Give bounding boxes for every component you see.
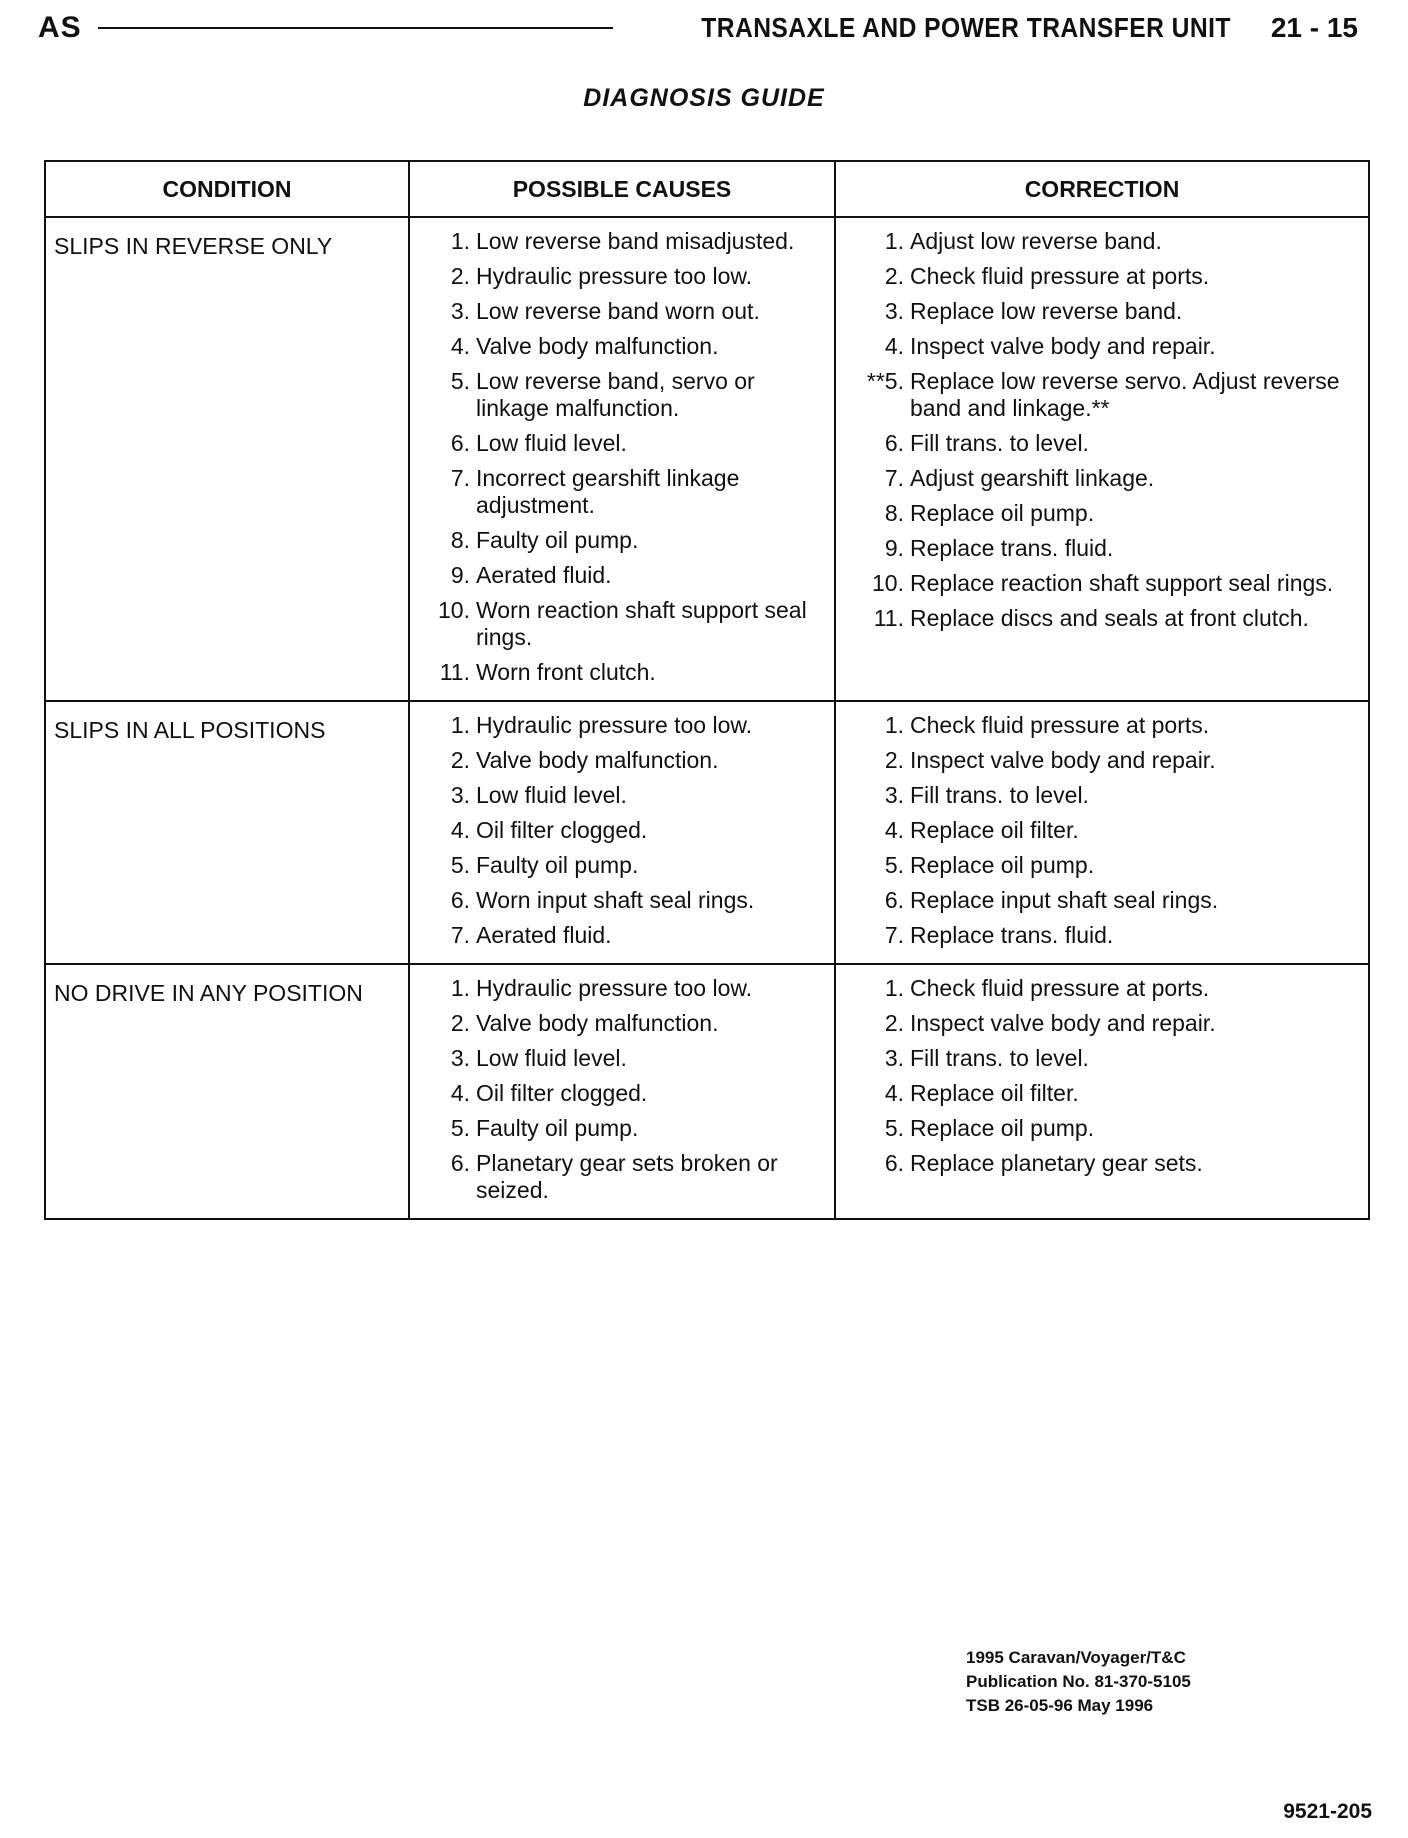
cause-text: Hydraulic pressure too low. xyxy=(476,975,753,1001)
correction-number: 3. xyxy=(884,782,904,808)
correction-text: Replace oil pump. xyxy=(910,1115,1095,1141)
cause-number: 2. xyxy=(450,747,470,773)
footer-line: Publication No. 81-370-5105 xyxy=(966,1672,1191,1691)
cause-item xyxy=(420,1150,824,1204)
cause-number: 4. xyxy=(450,1080,470,1106)
cause-text: Hydraulic pressure too low. xyxy=(476,712,753,738)
correction-item xyxy=(846,1080,1358,1107)
correction-item xyxy=(846,1045,1358,1072)
cause-item xyxy=(420,263,824,290)
document-number: 9521-205 xyxy=(1283,1800,1372,1823)
cause-cell xyxy=(409,964,835,1219)
guide-title: DIAGNOSIS GUIDE xyxy=(583,84,825,112)
cause-number: 6. xyxy=(450,430,470,456)
cause-number: 4. xyxy=(450,333,470,359)
correction-item xyxy=(846,887,1358,914)
correction-number: 5. xyxy=(884,1115,904,1141)
cause-item xyxy=(420,597,824,651)
cause-number: 10. xyxy=(438,597,470,623)
cause-number: 7. xyxy=(450,465,470,491)
correction-item xyxy=(846,535,1358,562)
cause-text: Hydraulic pressure too low. xyxy=(476,263,753,289)
table-row xyxy=(45,701,1369,964)
correction-text: Replace trans. fluid. xyxy=(910,922,1114,948)
correction-number: 1. xyxy=(884,975,904,1001)
footer-line: 1995 Caravan/Voyager/T&C xyxy=(966,1648,1186,1667)
cause-item xyxy=(420,430,824,457)
cause-number: 3. xyxy=(450,1045,470,1071)
cause-number: 9. xyxy=(450,562,470,588)
correction-item xyxy=(846,1150,1358,1177)
correction-number: 7. xyxy=(884,465,904,491)
footer-line: TSB 26-05-96 May 1996 xyxy=(966,1696,1154,1715)
cause-item xyxy=(420,1045,824,1072)
cause-text: Aerated fluid. xyxy=(476,922,612,948)
column-header-correction: CORRECTION xyxy=(835,161,1369,217)
diagnosis-table xyxy=(44,160,1370,1220)
cause-item xyxy=(420,562,824,589)
correction-text: Adjust low reverse band. xyxy=(910,228,1162,254)
correction-cell xyxy=(835,217,1369,701)
cause-number: 1. xyxy=(450,975,470,1001)
cause-item xyxy=(420,527,824,554)
cause-item xyxy=(420,817,824,844)
correction-item xyxy=(846,747,1358,774)
correction-item xyxy=(846,430,1358,457)
correction-item xyxy=(846,1115,1358,1142)
correction-number: 8. xyxy=(884,500,904,526)
cause-item xyxy=(420,659,824,686)
cause-item xyxy=(420,922,824,949)
cause-item xyxy=(420,228,824,255)
correction-text: Check fluid pressure at ports. xyxy=(910,263,1210,289)
cause-number: 11. xyxy=(439,659,470,685)
cause-number: 6. xyxy=(450,887,470,913)
correction-number: 4. xyxy=(884,817,904,843)
correction-text: Replace oil filter. xyxy=(910,817,1079,843)
correction-number: 6. xyxy=(884,887,904,913)
correction-number: 3. xyxy=(884,1045,904,1071)
correction-text: Replace oil pump. xyxy=(910,852,1095,878)
cause-cell xyxy=(409,701,835,964)
cause-number: 3. xyxy=(450,782,470,808)
correction-text: Replace discs and seals at front clutch. xyxy=(910,605,1309,631)
cause-text: Oil filter clogged. xyxy=(476,817,648,843)
correction-number: 2. xyxy=(884,263,904,289)
cause-text: Low reverse band misadjusted. xyxy=(476,228,795,254)
correction-item xyxy=(846,817,1358,844)
correction-number: 2. xyxy=(884,747,904,773)
correction-text: Fill trans. to level. xyxy=(910,1045,1089,1071)
correction-text: Replace oil filter. xyxy=(910,1080,1079,1106)
cause-text: Valve body malfunction. xyxy=(476,1010,719,1036)
cause-text: Incorrect gearshift linkage adjustment. xyxy=(476,465,740,518)
correction-item xyxy=(846,1010,1358,1037)
cause-number: 8. xyxy=(450,527,470,553)
cause-number: 5. xyxy=(450,852,470,878)
correction-text: Adjust gearshift linkage. xyxy=(910,465,1155,491)
cause-number: 2. xyxy=(450,1010,470,1036)
cause-text: Planetary gear sets broken or seized. xyxy=(476,1150,778,1203)
header-rule xyxy=(98,27,613,29)
correction-text: Replace oil pump. xyxy=(910,500,1095,526)
correction-text: Fill trans. to level. xyxy=(910,782,1089,808)
correction-number: 1. xyxy=(884,228,904,254)
correction-text: Replace trans. fluid. xyxy=(910,535,1114,561)
cause-text: Low fluid level. xyxy=(476,782,627,808)
correction-cell xyxy=(835,701,1369,964)
correction-text: Inspect valve body and repair. xyxy=(910,333,1216,359)
correction-text: Replace low reverse band. xyxy=(910,298,1183,324)
cause-text: Faulty oil pump. xyxy=(476,527,639,553)
correction-text: Check fluid pressure at ports. xyxy=(910,975,1210,1001)
cause-text: Low reverse band worn out. xyxy=(476,298,760,324)
cause-number: 3. xyxy=(450,298,470,324)
correction-item xyxy=(846,852,1358,879)
page-number: 21 - 15 xyxy=(1270,12,1358,43)
cause-item xyxy=(420,1080,824,1107)
cause-item xyxy=(420,887,824,914)
cause-number: 7. xyxy=(450,922,470,948)
cause-item xyxy=(420,465,824,519)
correction-number: 6. xyxy=(884,1150,904,1176)
cause-text: Low fluid level. xyxy=(476,430,627,456)
cause-number: 6. xyxy=(450,1150,470,1176)
correction-number: 9. xyxy=(884,535,904,561)
cause-number: 1. xyxy=(450,228,470,254)
correction-number: 3. xyxy=(884,298,904,324)
correction-item xyxy=(846,500,1358,527)
cause-text: Oil filter clogged. xyxy=(476,1080,648,1106)
cause-item xyxy=(420,747,824,774)
cause-text: Faulty oil pump. xyxy=(476,1115,639,1141)
cause-text: Faulty oil pump. xyxy=(476,852,639,878)
correction-text: Check fluid pressure at ports. xyxy=(910,712,1210,738)
correction-number: 4. xyxy=(884,1080,904,1106)
table-body xyxy=(45,217,1369,1219)
correction-number: 7. xyxy=(884,922,904,948)
correction-number: 1. xyxy=(884,712,904,738)
correction-number: 11. xyxy=(873,605,904,631)
cause-text: Worn reaction shaft support seal rings. xyxy=(476,597,807,650)
cause-text: Low fluid level. xyxy=(476,1045,627,1071)
cause-item xyxy=(420,333,824,360)
correction-item xyxy=(846,368,1358,422)
correction-item xyxy=(846,922,1358,949)
cause-text: Worn front clutch. xyxy=(476,659,656,685)
correction-item xyxy=(846,782,1358,809)
cause-number: 5. xyxy=(450,1115,470,1141)
correction-text: Inspect valve body and repair. xyxy=(910,1010,1216,1036)
column-header-causes: POSSIBLE CAUSES xyxy=(409,161,835,217)
correction-item xyxy=(846,228,1358,255)
correction-text: Replace low reverse servo. Adjust reverse band and linkage.** xyxy=(910,368,1340,421)
cause-item xyxy=(420,298,824,325)
page-header xyxy=(38,8,1358,48)
correction-number: 5. xyxy=(884,852,904,878)
cause-number: 2. xyxy=(450,263,470,289)
cause-text: Aerated fluid. xyxy=(476,562,612,588)
correction-number: 10. xyxy=(872,570,904,596)
cause-number: 5. xyxy=(450,368,470,394)
correction-number: 2. xyxy=(884,1010,904,1036)
publication-info xyxy=(966,1646,1191,1718)
cause-cell xyxy=(409,217,835,701)
cause-item xyxy=(420,368,824,422)
correction-number: 6. xyxy=(884,430,904,456)
cause-text: Worn input shaft seal rings. xyxy=(476,887,755,913)
cause-item xyxy=(420,1010,824,1037)
cause-text: Valve body malfunction. xyxy=(476,747,719,773)
table-row xyxy=(45,964,1369,1219)
cause-item xyxy=(420,782,824,809)
correction-item xyxy=(846,570,1358,597)
cause-number: 4. xyxy=(450,817,470,843)
condition-cell: SLIPS IN ALL POSITIONS xyxy=(45,701,409,964)
correction-text: Inspect valve body and repair. xyxy=(910,747,1216,773)
correction-item xyxy=(846,975,1358,1002)
correction-number: 4. xyxy=(884,333,904,359)
condition-cell: SLIPS IN REVERSE ONLY xyxy=(45,217,409,701)
table-row xyxy=(45,217,1369,701)
correction-text: Replace planetary gear sets. xyxy=(910,1150,1203,1176)
cause-text: Valve body malfunction. xyxy=(476,333,719,359)
correction-number: **5. xyxy=(866,368,904,394)
correction-cell xyxy=(835,964,1369,1219)
cause-item xyxy=(420,852,824,879)
correction-item xyxy=(846,298,1358,325)
correction-item xyxy=(846,605,1358,632)
table-header-row xyxy=(45,161,1369,217)
correction-text: Fill trans. to level. xyxy=(910,430,1089,456)
correction-item xyxy=(846,333,1358,360)
correction-item xyxy=(846,465,1358,492)
correction-text: Replace reaction shaft support seal rings. xyxy=(910,570,1334,596)
correction-text: Replace input shaft seal rings. xyxy=(910,887,1219,913)
correction-item xyxy=(846,712,1358,739)
column-header-condition: CONDITION xyxy=(45,161,409,217)
cause-item xyxy=(420,975,824,1002)
cause-number: 1. xyxy=(450,712,470,738)
cause-item xyxy=(420,1115,824,1142)
section-code: AS xyxy=(38,11,82,44)
condition-cell: NO DRIVE IN ANY POSITION xyxy=(45,964,409,1219)
correction-item xyxy=(846,263,1358,290)
chapter-title: TRANSAXLE AND POWER TRANSFER UNIT xyxy=(701,12,1231,43)
cause-item xyxy=(420,712,824,739)
cause-text: Low reverse band, servo or linkage malfunction. xyxy=(476,368,755,421)
